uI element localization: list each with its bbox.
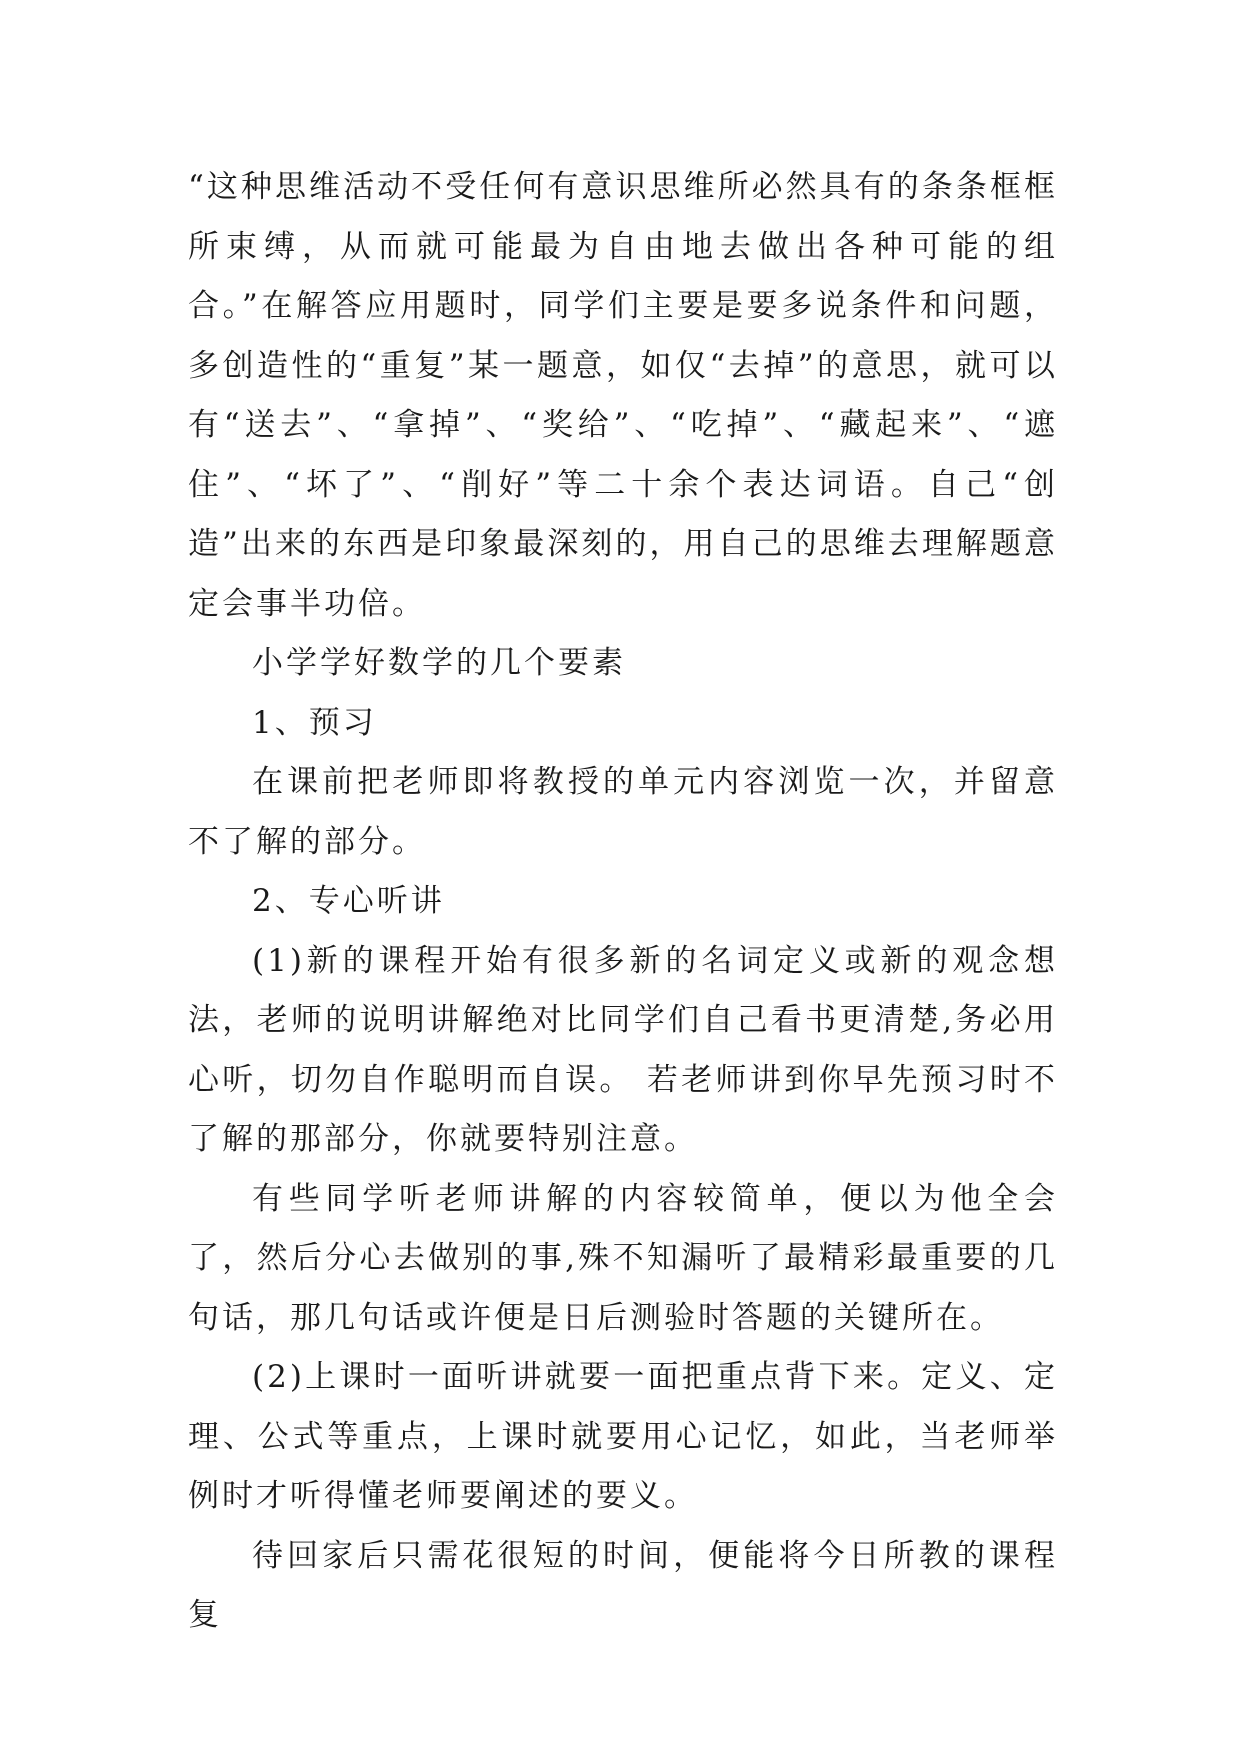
paragraph: 有些同学听老师讲解的内容较简单，便以为他全会了，然后分心去做别的事,殊不知漏听了最精彩最重要的几句话，那几句话或许便是日后测验时答题的关键所在。 xyxy=(188,1180,1058,1336)
body-text xyxy=(188,158,1058,1646)
subheading-preview: 1、预习 xyxy=(252,704,377,741)
section-heading: 小学学好数学的几个要素 xyxy=(252,645,626,681)
paragraph: (1)新的课程开始有很多新的名词定义或新的观念想法，老师的说明讲解绝对比同学们自己看书更清楚,务必用心听，切勿自作聪明而自误。 若老师讲到你早先预习时不了解的那部分，你就要特别注意。 xyxy=(188,942,1058,1157)
paragraph: 待回家后只需花很短的时间，便能将今日所教的课程复 xyxy=(188,1537,1058,1633)
paragraph: 在课前把老师即将教授的单元内容浏览一次，并留意不了解的部分。 xyxy=(188,764,1058,860)
subheading-listening: 2、专心听讲 xyxy=(252,883,445,919)
paragraph: (2)上课时一面听讲就要一面把重点背下来。定义、定理、公式等重点，上课时就要用心记忆，如此，当老师举例时才听得懂老师要阐述的要义。 xyxy=(188,1359,1058,1514)
paragraph: “这种思维活动不受任何有意识思维所必然具有的条条框框所束缚，从而就可能最为自由地去做出各种可能的组合。”在解答应用题时，同学们主要是要多说条件和问题，多创造性的“重复”某一题意，如仅“去掉”的意思，就可以有“送去”、“拿掉”、“奖给”、“吃掉”、“藏起来”、“遮住”、“坏了”、“削好”等二十余个表达词语。自己“创造”出来的东西是印象最深刻的，用自己的思维去理解题意定会事半功倍。 xyxy=(188,169,1058,622)
